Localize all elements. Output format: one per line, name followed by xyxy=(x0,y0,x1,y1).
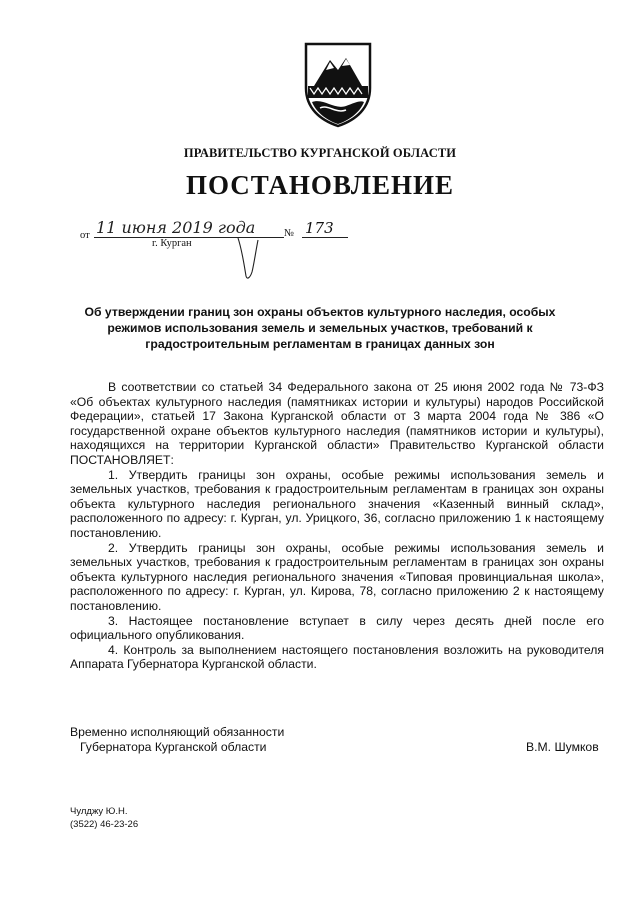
signatory-name: В.М. Шумков xyxy=(526,740,599,754)
document-title: Об утверждении границ зон охраны объектов культурного наследия, особых режимов использования земель и земельных участков, требований к градостроительным регламентам в границах данных зон xyxy=(84,305,556,351)
clause-2-paragraph: 2. Утвердить границы зон охраны, особые режимы использования земель и земельных участков, требования к градостроительным регламентам в границах зон охраны объекта культурного наследия регионального значения «Типовая провинциальная школа», расположенного по адресу: г. Курган, ул. Кирова, 78, согласно приложению 2 к настоящему постановлению. xyxy=(70,540,604,613)
organization-name: ПРАВИТЕЛЬСТВО КУРГАНСКОЙ ОБЛАСТИ xyxy=(183,146,457,160)
executor-phone: (3522) 46-23-26 xyxy=(70,819,139,830)
document-date: 11 июня 2019 года xyxy=(96,218,256,237)
position-line-1: Временно исполняющий обязанности xyxy=(70,725,285,739)
document-body xyxy=(70,380,604,672)
city: г. Курган xyxy=(152,238,192,249)
position-line-2: Губернатора Курганской области xyxy=(80,739,267,754)
coat-of-arms-icon xyxy=(300,40,376,130)
document-number: 173 xyxy=(305,219,334,237)
document-type: ПОСТАНОВЛЕНИЕ xyxy=(185,170,455,200)
date-line xyxy=(80,218,360,282)
executor-block xyxy=(70,805,138,831)
executor-name: Чулджу Ю.Н. xyxy=(70,806,128,817)
date-prefix: от xyxy=(80,230,90,241)
handwriting-stroke-icon xyxy=(234,236,260,282)
preamble-paragraph: В соответствии со статьей 34 Федерального закона от 25 июня 2002 года № 73-ФЗ «Об объектах культурного наследия (памятниках истории и культуры) народов Российской Федерации», статьей 17 Закона Курганской области от 3 марта 2004 года № 386 «О государственной охране объектов культурного наследия (памятников истории и культуры), находящихся на территории Курганской области» Правительство Курганской области ПОСТАНОВЛЯЕТ: xyxy=(70,380,604,467)
number-underline xyxy=(302,237,348,238)
clause-4-paragraph: 4. Контроль за выполнением настоящего постановления возложить на руководителя Аппарата Губернатора Курганской области. xyxy=(70,642,604,672)
signatory-position xyxy=(70,725,284,754)
clause-1-paragraph: 1. Утвердить границы зон охраны, особые режимы использования земель и земельных участков, требования к градостроительным регламентам в границах зон охраны объекта культурного наследия регионального значения «Казенный винный склад», расположенного по адресу: г. Курган, ул. Урицкого, 36, согласно приложению 1 к настоящему постановлению. xyxy=(70,467,604,540)
number-label: № xyxy=(284,228,295,239)
clause-3-paragraph: 3. Настоящее постановление вступает в силу через десять дней после его официального опубликования. xyxy=(70,613,604,643)
